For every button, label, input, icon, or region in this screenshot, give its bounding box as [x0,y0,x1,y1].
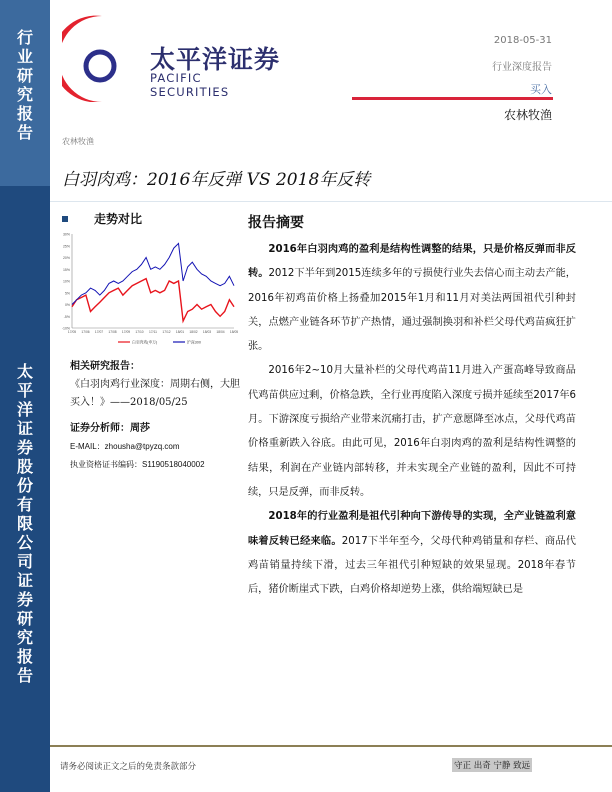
y-tick-label: 5% [64,291,70,296]
trend-heading-text: 走势对比 [94,212,143,226]
x-tick-label: 18/05 [229,330,239,334]
y-tick-label: -5% [63,314,70,319]
sidebar-char: 业 [16,47,33,66]
sidebar-char: 行 [16,28,33,47]
related-report-link[interactable]: 《白羽肉鸡行业深度：周期右侧，大胆买入！》——2018/05/25 [70,379,240,408]
summary-paragraph [248,505,576,602]
y-tick-label: 0% [64,303,70,307]
divider [50,201,612,202]
y-tick-label: -10% [61,326,70,331]
sidebar-char: 券 [16,438,33,457]
x-tick-label: 17/06 [81,330,90,334]
trend-heading [62,210,142,227]
sidebar-char: 太 [16,362,33,381]
bullet-square-icon [62,216,68,222]
sidebar-char: 洋 [16,400,33,419]
category-label: 农林牧渔 [62,137,94,146]
sidebar-char: 证 [16,571,33,590]
series-line-0 [72,279,234,321]
x-tick-label: 18/03 [202,330,212,334]
x-tick-label: 18/04 [216,330,225,334]
y-tick-label: 15% [62,267,70,272]
x-tick-label: 18/01 [175,330,185,334]
sidebar-char: 有 [16,495,33,514]
x-tick-label: 17/08 [108,330,117,334]
sidebar-bottom-text [0,362,50,685]
summary-body [248,238,576,602]
sidebar-char: 告 [16,123,33,142]
trend-chart [58,228,240,348]
footer-divider [50,745,612,747]
related-heading: 相关研究报告： [70,361,140,372]
x-tick-label: 17/12 [162,330,171,334]
logo-cn-text: 太平洋证券 [150,45,281,74]
x-tick-label: 17/10 [135,330,144,334]
y-tick-label: 30% [62,232,70,237]
summary-p1: 2012下半年到2015连续多年的亏损使行业失去信心而主动去产能，2016年初鸡苗价格上扬叠加2015年1月和11月对美法两国祖代引种封关，点燃产业链各环节扩产热情，通过强制换羽和补栏父母代鸡苗疯狂扩张。 [248,268,576,353]
rating: 买入 [530,83,552,96]
cert-number: S1190518040002 [142,460,205,469]
summary-heading: 报告摘要 [248,215,304,231]
analyst-heading: 证券分析师：周莎 [70,423,150,434]
x-tick-label: 17/11 [148,330,158,334]
sidebar-char: 限 [16,514,33,533]
sidebar-char: 份 [16,476,33,495]
sidebar-char: 究 [16,628,33,647]
x-tick-label: 18/02 [189,330,198,334]
sidebar-char: 券 [16,590,33,609]
y-tick-label: 10% [62,279,70,284]
sidebar-char: 平 [16,381,33,400]
sidebar-char: 股 [16,457,33,476]
sidebar-char: 证 [16,419,33,438]
sidebar-top-text [0,28,50,142]
report-type: 行业深度报告 [492,62,552,73]
sidebar-char: 司 [16,552,33,571]
cert-label: 执业资格证书编码： [70,460,142,469]
report-date: 2018-05-31 [493,35,552,46]
legend-label: 白羽肉鸡(申万) [132,340,158,345]
motto: 守正 出奇 宁静 致远 [452,758,532,772]
series-line-1 [72,243,234,304]
legend-label: 沪深300 [187,340,201,345]
x-tick-label: 17/05 [67,330,77,334]
summary-p3-bold: 2018年的行业盈利是祖代引种向下游传导的实现，全产业链盈利意味着反转已经来临。 [248,511,576,547]
sidebar-char: 究 [16,85,33,104]
sidebar-char: 研 [16,66,33,85]
x-tick-label: 17/07 [94,330,104,334]
sidebar-char: 报 [16,104,33,123]
industry: 农林牧渔 [503,108,552,122]
report-title: 白羽肉鸡：2016年反弹 VS 2018年反转 [62,170,371,190]
divider-red [352,97,553,100]
sidebar-char: 公 [16,533,33,552]
logo-en-text: PACIFIC SECURITIES [150,71,230,99]
disclaimer: 请务必阅读正文之后的免责条款部分 [60,762,197,772]
x-tick-label: 17/09 [121,330,131,334]
y-tick-label: 20% [62,256,70,260]
analyst-email[interactable]: zhousha@tpyzq.com [104,442,180,451]
summary-paragraph [248,238,576,359]
y-tick-label: 25% [62,244,70,249]
sidebar-char: 报 [16,647,33,666]
summary-paragraph: 2016年2~10月大量补栏的父母代鸡苗11月进入产蛋高峰导致商品代鸡苗供应过剩，价格急跌，全行业再度陷入深度亏损并延续至2017年6月。下游深度亏损给产业带来沉痛打击，扩产意愿降至冰点，父母代鸡苗价格重新跌入谷底。由此可见，2016年白羽肉鸡的盈利是结构性调整的结果，利润在产业链内部转移，并未实现全产业链的盈利，因此不可持续，只是反弹，而非反转。 [248,365,576,498]
sidebar-char: 研 [16,609,33,628]
sidebar-char: 告 [16,666,33,685]
summary-p3: 2017下半年至今，父母代种鸡销量和存栏、商品代鸡苗销量持续下滑，过去三年祖代引种短缺的效果显现。2018年春节后，猪价断崖式下跌，白鸡价格却逆势上涨，供给端短缺已是 [248,535,576,596]
email-label: E-MAIL： [70,442,105,451]
summary-p1-bold: 2016年白羽肉鸡的盈利是结构性调整的结果，只是价格反弹而非反转。 [248,244,576,280]
company-logo [62,14,282,104]
related-reports [70,358,245,474]
